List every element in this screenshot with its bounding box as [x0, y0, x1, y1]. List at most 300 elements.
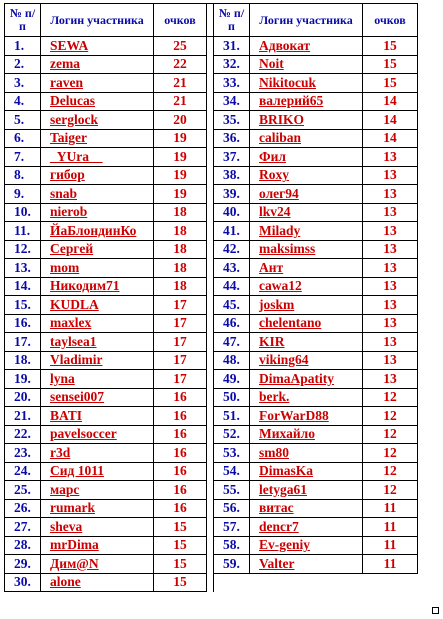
empty-cell — [363, 573, 418, 592]
points-value: 16 — [154, 407, 207, 426]
column-gap — [207, 92, 214, 111]
participant-login-link[interactable]: raven — [50, 74, 83, 90]
column-gap — [207, 222, 214, 241]
rank-number: 50. — [214, 388, 250, 407]
participant-login-cell — [250, 277, 363, 296]
participant-login-link[interactable]: Roxy — [259, 167, 289, 183]
participant-login-cell — [41, 277, 154, 296]
rank-number: 22. — [5, 425, 41, 444]
rank-number: 6. — [5, 129, 41, 148]
rank-number: 7. — [5, 148, 41, 167]
points-value: 13 — [363, 333, 418, 352]
table-row — [5, 481, 418, 500]
rank-number: 24. — [5, 462, 41, 481]
points-value: 13 — [363, 314, 418, 333]
column-gap — [207, 351, 214, 370]
table-row — [5, 499, 418, 518]
leaderboard-table — [4, 3, 418, 592]
col-header-login-right: Логин участника — [250, 4, 363, 37]
column-gap — [207, 536, 214, 555]
rank-number: 42. — [214, 240, 250, 259]
column-gap — [207, 333, 214, 352]
column-gap — [207, 240, 214, 259]
rank-number: 38. — [214, 166, 250, 185]
column-gap — [207, 55, 214, 74]
col-header-points-right: очков — [363, 4, 418, 37]
participant-login-link[interactable]: Дим@N — [50, 555, 99, 571]
participant-login-link[interactable]: taylsea1 — [50, 333, 97, 349]
rank-number: 16. — [5, 314, 41, 333]
participant-login-link[interactable]: alone — [50, 574, 81, 590]
column-gap — [207, 425, 214, 444]
participant-login-cell — [250, 222, 363, 241]
participant-login-link[interactable]: Taiger — [50, 130, 87, 146]
participant-login-cell — [41, 314, 154, 333]
table-row — [5, 462, 418, 481]
points-value: 13 — [363, 148, 418, 167]
points-value: 17 — [154, 351, 207, 370]
column-gap — [207, 129, 214, 148]
rank-number: 4. — [5, 92, 41, 111]
table-row — [5, 573, 418, 592]
column-gap — [207, 4, 214, 37]
participant-login-cell — [41, 74, 154, 93]
column-gap — [207, 462, 214, 481]
rank-number: 37. — [214, 148, 250, 167]
rank-number: 18. — [5, 351, 41, 370]
rank-number: 8. — [5, 166, 41, 185]
participant-login-cell — [41, 55, 154, 74]
rank-number: 36. — [214, 129, 250, 148]
points-value: 17 — [154, 296, 207, 315]
table-row — [5, 55, 418, 74]
rank-number: 32. — [214, 55, 250, 74]
table-row — [5, 37, 418, 56]
participant-login-link[interactable]: sm80 — [259, 444, 289, 460]
points-value: 13 — [363, 166, 418, 185]
points-value: 19 — [154, 166, 207, 185]
participant-login-cell — [250, 481, 363, 500]
participant-login-link[interactable]: Сид 1011 — [50, 463, 104, 479]
points-value: 11 — [363, 499, 418, 518]
points-value: 15 — [154, 536, 207, 555]
participant-login-link[interactable]: zema — [50, 56, 80, 72]
points-value: 16 — [154, 462, 207, 481]
rank-number: 5. — [5, 111, 41, 130]
points-value: 11 — [363, 555, 418, 574]
points-value: 15 — [363, 55, 418, 74]
points-value: 12 — [363, 481, 418, 500]
participant-login-link[interactable]: berk. — [259, 389, 290, 405]
col-header-points-left: очков — [154, 4, 207, 37]
participant-login-link[interactable]: nierob — [50, 204, 88, 220]
participant-login-cell — [250, 370, 363, 389]
participant-login-cell — [41, 370, 154, 389]
table-row — [5, 203, 418, 222]
participant-login-cell — [250, 462, 363, 481]
participant-login-link[interactable]: maxlex — [50, 315, 92, 331]
column-gap — [207, 74, 214, 93]
rank-number: 27. — [5, 518, 41, 537]
participant-login-cell — [250, 111, 363, 130]
participant-login-link[interactable]: DimaApatity — [259, 370, 334, 386]
table-row — [5, 92, 418, 111]
points-value: 15 — [154, 518, 207, 537]
participant-login-cell — [41, 536, 154, 555]
table-row — [5, 407, 418, 426]
participant-login-cell — [250, 55, 363, 74]
participant-login-cell — [41, 222, 154, 241]
participant-login-link[interactable]: Фил — [259, 148, 286, 164]
participant-login-link[interactable]: ЙаБлондинКо — [50, 222, 137, 238]
points-value: 16 — [154, 444, 207, 463]
rank-number: 48. — [214, 351, 250, 370]
participant-login-link[interactable]: caliban — [259, 130, 302, 146]
rank-number: 47. — [214, 333, 250, 352]
rank-number: 1. — [5, 37, 41, 56]
rank-number: 23. — [5, 444, 41, 463]
rank-number: 13. — [5, 259, 41, 278]
points-value: 14 — [363, 92, 418, 111]
participant-login-link[interactable]: KIR — [259, 333, 285, 349]
participant-login-cell — [250, 407, 363, 426]
points-value: 13 — [363, 296, 418, 315]
rank-number: 25. — [5, 481, 41, 500]
participant-login-cell — [250, 555, 363, 574]
points-value: 19 — [154, 148, 207, 167]
column-gap — [207, 444, 214, 463]
rank-number: 10. — [5, 203, 41, 222]
table-row — [5, 296, 418, 315]
participant-login-link[interactable]: DimasKa — [259, 463, 313, 479]
points-value: 11 — [363, 518, 418, 537]
rank-number: 44. — [214, 277, 250, 296]
participant-login-link[interactable]: pavelsoccer — [50, 426, 117, 442]
participant-login-link[interactable]: cawa12 — [259, 278, 302, 294]
participant-login-cell — [41, 203, 154, 222]
participant-login-link[interactable]: maksimss — [259, 241, 316, 257]
rank-number: 29. — [5, 555, 41, 574]
table-row — [5, 425, 418, 444]
rank-number: 28. — [5, 536, 41, 555]
participant-login-cell — [41, 166, 154, 185]
participant-login-cell — [250, 92, 363, 111]
points-value: 15 — [363, 37, 418, 56]
empty-cell — [250, 573, 363, 592]
points-value: 13 — [363, 203, 418, 222]
rank-number: 31. — [214, 37, 250, 56]
points-value: 19 — [154, 185, 207, 204]
participant-login-link[interactable]: валерий65 — [259, 93, 324, 109]
participant-login-link[interactable]: sensei007 — [50, 389, 104, 405]
table-row — [5, 148, 418, 167]
points-value: 22 — [154, 55, 207, 74]
points-value: 18 — [154, 240, 207, 259]
points-value: 14 — [363, 129, 418, 148]
points-value: 13 — [363, 185, 418, 204]
rank-number: 19. — [5, 370, 41, 389]
table-row — [5, 74, 418, 93]
rank-number: 49. — [214, 370, 250, 389]
participant-login-link[interactable]: Сергей — [50, 241, 94, 257]
participant-login-cell — [250, 296, 363, 315]
column-gap — [207, 203, 214, 222]
points-value: 19 — [154, 129, 207, 148]
participant-login-cell — [41, 333, 154, 352]
participant-login-link[interactable]: Milady — [259, 222, 301, 238]
points-value: 12 — [363, 388, 418, 407]
column-gap — [207, 481, 214, 500]
points-value: 13 — [363, 370, 418, 389]
points-value: 13 — [363, 240, 418, 259]
participant-login-link[interactable]: Nikitocuk — [259, 74, 317, 90]
table-row — [5, 166, 418, 185]
points-value: 17 — [154, 314, 207, 333]
table-row — [5, 240, 418, 259]
participant-login-link[interactable]: letyga61 — [259, 481, 307, 497]
table-row — [5, 555, 418, 574]
table-row — [5, 518, 418, 537]
points-value: 21 — [154, 92, 207, 111]
participant-login-cell — [250, 536, 363, 555]
participant-login-link[interactable]: mom — [50, 259, 80, 275]
participant-login-cell — [250, 518, 363, 537]
rank-number: 52. — [214, 425, 250, 444]
rank-number: 35. — [214, 111, 250, 130]
points-value: 18 — [154, 259, 207, 278]
table-row — [5, 444, 418, 463]
points-value: 18 — [154, 222, 207, 241]
points-value: 21 — [154, 74, 207, 93]
participant-login-cell — [41, 185, 154, 204]
participant-login-link[interactable]: Михайло — [259, 426, 315, 442]
participant-login-cell — [250, 259, 363, 278]
col-header-num-right: № п/п — [214, 4, 250, 37]
column-gap — [207, 185, 214, 204]
rank-number: 55. — [214, 481, 250, 500]
participant-login-cell — [41, 92, 154, 111]
table-row — [5, 259, 418, 278]
resize-handle[interactable] — [432, 607, 439, 614]
rank-number: 53. — [214, 444, 250, 463]
participant-login-cell — [41, 462, 154, 481]
points-value: 14 — [363, 111, 418, 130]
participant-login-cell — [250, 425, 363, 444]
participant-login-link[interactable]: joskm — [259, 296, 295, 312]
participant-login-cell — [250, 185, 363, 204]
rank-number: 34. — [214, 92, 250, 111]
points-value: 16 — [154, 425, 207, 444]
participant-login-cell — [41, 425, 154, 444]
rank-number: 9. — [5, 185, 41, 204]
points-value: 15 — [154, 573, 207, 592]
column-gap — [207, 166, 214, 185]
participant-login-cell — [41, 407, 154, 426]
table-row — [5, 277, 418, 296]
points-value: 13 — [363, 222, 418, 241]
table-row — [5, 129, 418, 148]
participant-login-cell — [250, 240, 363, 259]
participant-login-cell — [250, 148, 363, 167]
points-value: 12 — [363, 462, 418, 481]
participant-login-cell — [41, 259, 154, 278]
points-value: 15 — [363, 74, 418, 93]
points-value: 13 — [363, 277, 418, 296]
participant-login-link[interactable]: Vladimir — [50, 352, 103, 368]
rank-number: 14. — [5, 277, 41, 296]
points-value: 11 — [363, 536, 418, 555]
rank-number: 2. — [5, 55, 41, 74]
participant-login-link[interactable]: serglock — [50, 111, 98, 127]
participant-login-cell — [250, 333, 363, 352]
rank-number: 59. — [214, 555, 250, 574]
participant-login-link[interactable]: rumark — [50, 500, 95, 516]
points-value: 16 — [154, 499, 207, 518]
rank-number: 33. — [214, 74, 250, 93]
rank-number: 20. — [5, 388, 41, 407]
table-row — [5, 388, 418, 407]
participant-login-cell — [41, 148, 154, 167]
participant-login-link[interactable]: _YUra__ — [50, 148, 103, 164]
participant-login-link[interactable]: Адвокат — [259, 37, 311, 53]
rank-number: 15. — [5, 296, 41, 315]
points-value: 15 — [154, 555, 207, 574]
participant-login-cell — [250, 203, 363, 222]
participant-login-cell — [41, 296, 154, 315]
rank-number: 11. — [5, 222, 41, 241]
participant-login-link[interactable]: SEWA — [50, 37, 89, 53]
participant-login-cell — [41, 444, 154, 463]
col-header-num-left: № п/п — [5, 4, 41, 37]
participant-login-link[interactable]: Noit — [259, 56, 284, 72]
points-value: 18 — [154, 277, 207, 296]
rank-number: 56. — [214, 499, 250, 518]
table-row — [5, 185, 418, 204]
participant-login-link[interactable]: KUDLA — [50, 296, 99, 312]
participant-login-link[interactable]: r3d — [50, 444, 71, 460]
participant-login-link[interactable]: viking64 — [259, 352, 309, 368]
points-value: 18 — [154, 203, 207, 222]
points-value: 16 — [154, 481, 207, 500]
participant-login-cell — [41, 481, 154, 500]
rank-number: 54. — [214, 462, 250, 481]
participant-login-link[interactable]: BRIKO — [259, 111, 305, 127]
participant-login-link[interactable]: BATI — [50, 407, 83, 423]
participant-login-cell — [41, 129, 154, 148]
participant-login-link[interactable]: Никодим71 — [50, 278, 120, 294]
table-row — [5, 333, 418, 352]
rank-number: 57. — [214, 518, 250, 537]
participant-login-link[interactable]: sheva — [50, 518, 83, 534]
table-row — [5, 536, 418, 555]
table-row — [5, 370, 418, 389]
participant-login-link[interactable]: lkv24 — [259, 204, 291, 220]
points-value: 12 — [363, 407, 418, 426]
points-value: 16 — [154, 388, 207, 407]
rank-number: 40. — [214, 203, 250, 222]
rank-number: 43. — [214, 259, 250, 278]
rank-number: 21. — [5, 407, 41, 426]
participant-login-cell — [250, 351, 363, 370]
participant-login-cell — [41, 240, 154, 259]
points-value: 20 — [154, 111, 207, 130]
column-gap — [207, 314, 214, 333]
rank-number: 51. — [214, 407, 250, 426]
participant-login-cell — [41, 388, 154, 407]
column-gap — [207, 277, 214, 296]
column-gap — [207, 111, 214, 130]
participant-login-link[interactable]: марс — [50, 481, 80, 497]
participant-login-link[interactable]: Ev-geniy — [259, 537, 311, 553]
header-row — [5, 4, 418, 37]
participant-login-cell — [41, 37, 154, 56]
points-value: 17 — [154, 370, 207, 389]
col-header-login-left: Логин участника — [41, 4, 154, 37]
participant-login-link[interactable]: snab — [50, 185, 78, 201]
participant-login-cell — [250, 129, 363, 148]
participant-login-link[interactable]: lyna — [50, 370, 75, 386]
participant-login-link[interactable]: Delucas — [50, 93, 95, 109]
participant-login-cell — [41, 111, 154, 130]
participant-login-link[interactable]: dencr7 — [259, 518, 299, 534]
column-gap — [207, 555, 214, 574]
empty-cell — [214, 573, 250, 592]
column-gap — [207, 518, 214, 537]
rank-number: 17. — [5, 333, 41, 352]
table-row — [5, 314, 418, 333]
rank-number: 26. — [5, 499, 41, 518]
participant-login-link[interactable]: Valter — [259, 555, 295, 571]
participant-login-link[interactable]: витас — [259, 500, 294, 516]
column-gap — [207, 296, 214, 315]
participant-login-link[interactable]: chelentano — [259, 315, 322, 331]
participant-login-cell — [250, 499, 363, 518]
participant-login-link[interactable]: гибор — [50, 167, 85, 183]
participant-login-link[interactable]: Ант — [259, 259, 284, 275]
column-gap — [207, 573, 214, 592]
participant-login-cell — [250, 166, 363, 185]
participant-login-link[interactable]: ForWarD88 — [259, 407, 329, 423]
participant-login-link[interactable]: олег94 — [259, 185, 299, 201]
participant-login-cell — [250, 74, 363, 93]
column-gap — [207, 37, 214, 56]
participant-login-cell — [41, 499, 154, 518]
rank-number: 41. — [214, 222, 250, 241]
rank-number: 12. — [5, 240, 41, 259]
column-gap — [207, 388, 214, 407]
points-value: 17 — [154, 333, 207, 352]
column-gap — [207, 370, 214, 389]
rank-number: 58. — [214, 536, 250, 555]
participant-login-cell — [250, 314, 363, 333]
table-row — [5, 111, 418, 130]
table-row — [5, 351, 418, 370]
points-value: 13 — [363, 351, 418, 370]
points-value: 12 — [363, 425, 418, 444]
points-value: 13 — [363, 259, 418, 278]
participant-login-cell — [250, 37, 363, 56]
rank-number: 45. — [214, 296, 250, 315]
table-row — [5, 222, 418, 241]
participant-login-cell — [250, 388, 363, 407]
column-gap — [207, 407, 214, 426]
rank-number: 39. — [214, 185, 250, 204]
participant-login-cell — [250, 444, 363, 463]
rank-number: 30. — [5, 573, 41, 592]
points-value: 12 — [363, 444, 418, 463]
participant-login-link[interactable]: mrDima — [50, 537, 99, 553]
rank-number: 46. — [214, 314, 250, 333]
